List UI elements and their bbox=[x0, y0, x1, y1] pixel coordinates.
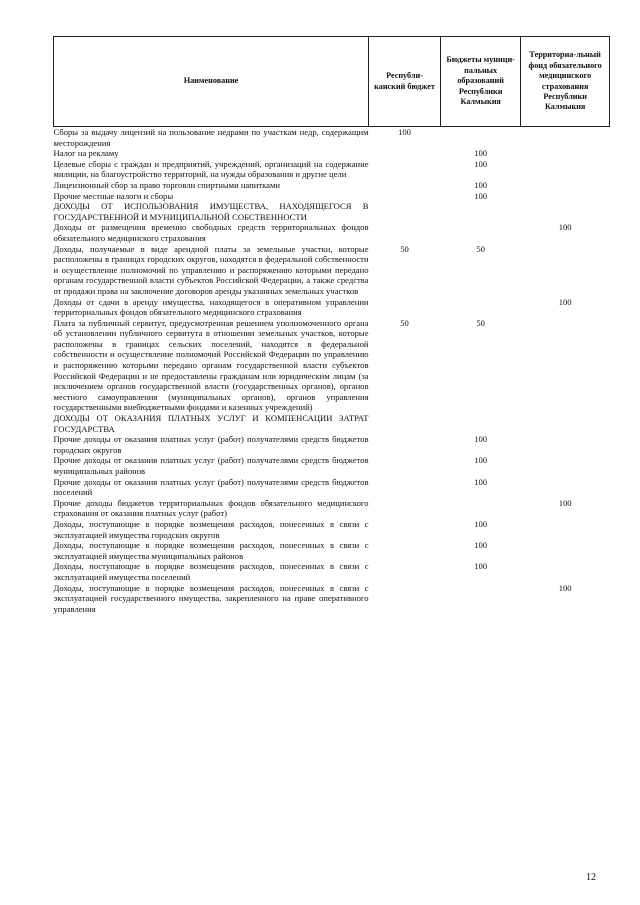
row-municipal-share: 100 bbox=[474, 476, 488, 487]
table-row bbox=[54, 498, 610, 519]
row-municipal-share: 100 bbox=[474, 561, 488, 572]
row-republic-share bbox=[369, 180, 441, 191]
table-row bbox=[54, 519, 610, 540]
row-municipal-share: 100 bbox=[474, 434, 488, 445]
row-republic-share bbox=[369, 201, 441, 222]
row-fund-share bbox=[521, 127, 610, 149]
row-republic-share bbox=[369, 148, 441, 159]
table-row bbox=[54, 159, 610, 180]
row-municipal-share: 100 bbox=[474, 518, 488, 529]
row-republic-share bbox=[369, 540, 441, 561]
row-republic-share bbox=[369, 477, 441, 498]
row-fund-share bbox=[521, 318, 610, 413]
row-fund-share bbox=[521, 561, 610, 582]
row-municipal-share: 100 bbox=[474, 455, 488, 466]
row-republic-share: 50 bbox=[400, 317, 409, 328]
row-fund-share bbox=[521, 434, 610, 455]
row-fund-share bbox=[521, 540, 610, 561]
table-row bbox=[54, 477, 610, 498]
row-municipal-share: 50 bbox=[476, 317, 485, 328]
row-name: Целевые сборы с граждан и предприятий, учреждений, организаций на содержание милиции, на благоустройство территорий, на нужды образования и другие цели bbox=[53, 158, 369, 180]
row-fund-share bbox=[521, 519, 610, 540]
table-row bbox=[54, 413, 610, 434]
table-row bbox=[54, 561, 610, 582]
row-municipal-share: 50 bbox=[476, 243, 485, 254]
row-municipal-share bbox=[441, 583, 521, 615]
row-municipal-share bbox=[441, 201, 521, 222]
row-municipal-share bbox=[441, 127, 521, 149]
row-republic-share bbox=[369, 297, 441, 318]
row-name: Прочие доходы от оказания платных услуг (работ) получателями средств бюджетов муниципальных районов bbox=[53, 455, 369, 476]
row-name: Доходы, поступающие в порядке возмещения расходов, понесенных в связи с эксплуатацией имущества городских округов bbox=[53, 518, 369, 540]
row-fund-share: 100 bbox=[558, 222, 572, 233]
table-row bbox=[54, 201, 610, 222]
table-row bbox=[54, 455, 610, 476]
row-name: Доходы, поступающие в порядке возмещения расходов, понесенных в связи с эксплуатацией государственного имущества, закрепленного на праве оперативного управления bbox=[53, 582, 369, 614]
row-name: Доходы от размещения временно свободных средств территориальных фондов обязательного медицинского страхования bbox=[53, 222, 369, 243]
row-fund-share bbox=[521, 244, 610, 297]
table-header bbox=[54, 37, 610, 127]
page-number: 12 bbox=[586, 872, 596, 883]
row-fund-share bbox=[521, 191, 610, 202]
header-municipal-budgets: Бюджеты муници-пальных образований Республики Калмыкия bbox=[441, 37, 521, 127]
row-republic-share bbox=[369, 191, 441, 202]
table-body bbox=[54, 127, 610, 615]
table-row bbox=[54, 244, 610, 297]
row-municipal-share: 100 bbox=[474, 158, 488, 169]
row-municipal-share: 100 bbox=[474, 190, 488, 201]
row-name: Лицензионный сбор за право торговли спиртными напитками bbox=[53, 179, 280, 190]
row-name: Прочие доходы бюджетов территориальных фондов обязательного медицинского страхования от оказания платных услуг (работ) bbox=[53, 497, 369, 519]
table-row bbox=[54, 148, 610, 159]
row-fund-share: 100 bbox=[558, 582, 572, 593]
row-fund-share: 100 bbox=[558, 296, 572, 307]
row-name: Доходы, поступающие в порядке возмещения расходов, понесенных в связи с эксплуатацией имущества поселений bbox=[53, 561, 369, 582]
table-row bbox=[54, 540, 610, 561]
row-fund-share bbox=[521, 201, 610, 222]
row-name: ДОХОДЫ ОТ ИСПОЛЬЗОВАНИЯ ИМУЩЕСТВА, НАХОДЯЩЕГОСЯ В ГОСУДАРСТВЕННОЙ И МУНИЦИПАЛЬНОЙ СОБСТВЕННОСТИ bbox=[53, 201, 369, 222]
row-fund-share bbox=[521, 159, 610, 180]
row-municipal-share bbox=[441, 222, 521, 243]
header-name: Наименование bbox=[54, 37, 369, 127]
row-republic-share bbox=[369, 498, 441, 519]
row-fund-share bbox=[521, 413, 610, 434]
header-territorial-fund: Территориа-льный фонд обязательного медицинского страхования Республики Калмыкия bbox=[521, 37, 610, 127]
table-row bbox=[54, 180, 610, 191]
table-row bbox=[54, 434, 610, 455]
row-republic-share bbox=[369, 583, 441, 615]
row-republic-share bbox=[369, 519, 441, 540]
row-name: Прочие доходы от оказания платных услуг (работ) получателями средств бюджетов городских округов bbox=[53, 434, 369, 455]
table-row bbox=[54, 583, 610, 615]
row-republic-share bbox=[369, 434, 441, 455]
row-republic-share bbox=[369, 159, 441, 180]
row-municipal-share: 100 bbox=[474, 179, 488, 190]
row-name: Прочие доходы от оказания платных услуг (работ) получателями средств бюджетов поселений bbox=[53, 476, 369, 498]
row-municipal-share: 100 bbox=[474, 148, 488, 159]
row-name: Доходы, получаемые в виде арендной платы за земельные участки, которые расположены в границах городских округов, находятся в федеральной собственности и осуществление полномочий по управлению и распоряжению которыми передано органам государственной власти субъектов Российской Федерации, а также средства от продажи права на заключение договоров аренды указанных земельных участков bbox=[53, 243, 369, 296]
row-name: Прочие местные налоги и сборы bbox=[53, 190, 174, 201]
row-republic-share bbox=[369, 413, 441, 434]
revenue-distribution-table bbox=[53, 36, 610, 614]
row-municipal-share bbox=[441, 297, 521, 318]
row-name: Сборы за выдачу лицензий на пользование недрами по участкам недр, содержащим месторождения bbox=[53, 127, 369, 148]
row-municipal-share bbox=[441, 498, 521, 519]
table-row bbox=[54, 222, 610, 243]
row-republic-share: 100 bbox=[398, 127, 411, 137]
row-name: Доходы, поступающие в порядке возмещения расходов, понесенных в связи с эксплуатацией имущества муниципальных районов bbox=[53, 540, 369, 561]
row-name: ДОХОДЫ ОТ ОКАЗАНИЯ ПЛАТНЫХ УСЛУГ И КОМПЕНСАЦИИ ЗАТРАТ ГОСУДАРСТВА bbox=[53, 413, 369, 434]
row-fund-share bbox=[521, 477, 610, 498]
row-republic-share bbox=[369, 455, 441, 476]
row-republic-share: 50 bbox=[400, 243, 409, 254]
row-republic-share bbox=[369, 222, 441, 243]
row-municipal-share bbox=[441, 413, 521, 434]
header-republic-budget: Республи-канский бюджет bbox=[369, 37, 441, 127]
row-republic-share bbox=[369, 561, 441, 582]
table-row bbox=[54, 297, 610, 318]
row-name: Доходы от сдачи в аренду имущества, находящегося в оперативном управлении территориальных фондов обязательного медицинского страхования bbox=[53, 296, 369, 318]
row-fund-share bbox=[521, 180, 610, 191]
table-row bbox=[54, 318, 610, 413]
table-row bbox=[54, 127, 610, 149]
table-row bbox=[54, 191, 610, 202]
row-municipal-share: 100 bbox=[474, 540, 488, 551]
row-fund-share: 100 bbox=[558, 497, 572, 508]
row-name: Налог на рекламу bbox=[53, 148, 119, 159]
row-name: Плата за публичный сервитут, предусмотренная решением уполномоченного органа об установлении публичного сервитута в отношении земельных участков, которые расположены в границах сельских поселений, находятся в федеральной собственности и осуществление полномочий Российской Федерации по управлению и распоряжению которыми передано органам государственной власти субъектов Российской Федерации и не предоставлены гражданам или юридическим лицам (за исключением органов государственной власти (государственных органов), органов местного самоуправления (муниципальных органов), органов управления государственными внебюджетными фондами и казенных учреждений) bbox=[53, 317, 369, 413]
row-fund-share bbox=[521, 455, 610, 476]
row-fund-share bbox=[521, 148, 610, 159]
